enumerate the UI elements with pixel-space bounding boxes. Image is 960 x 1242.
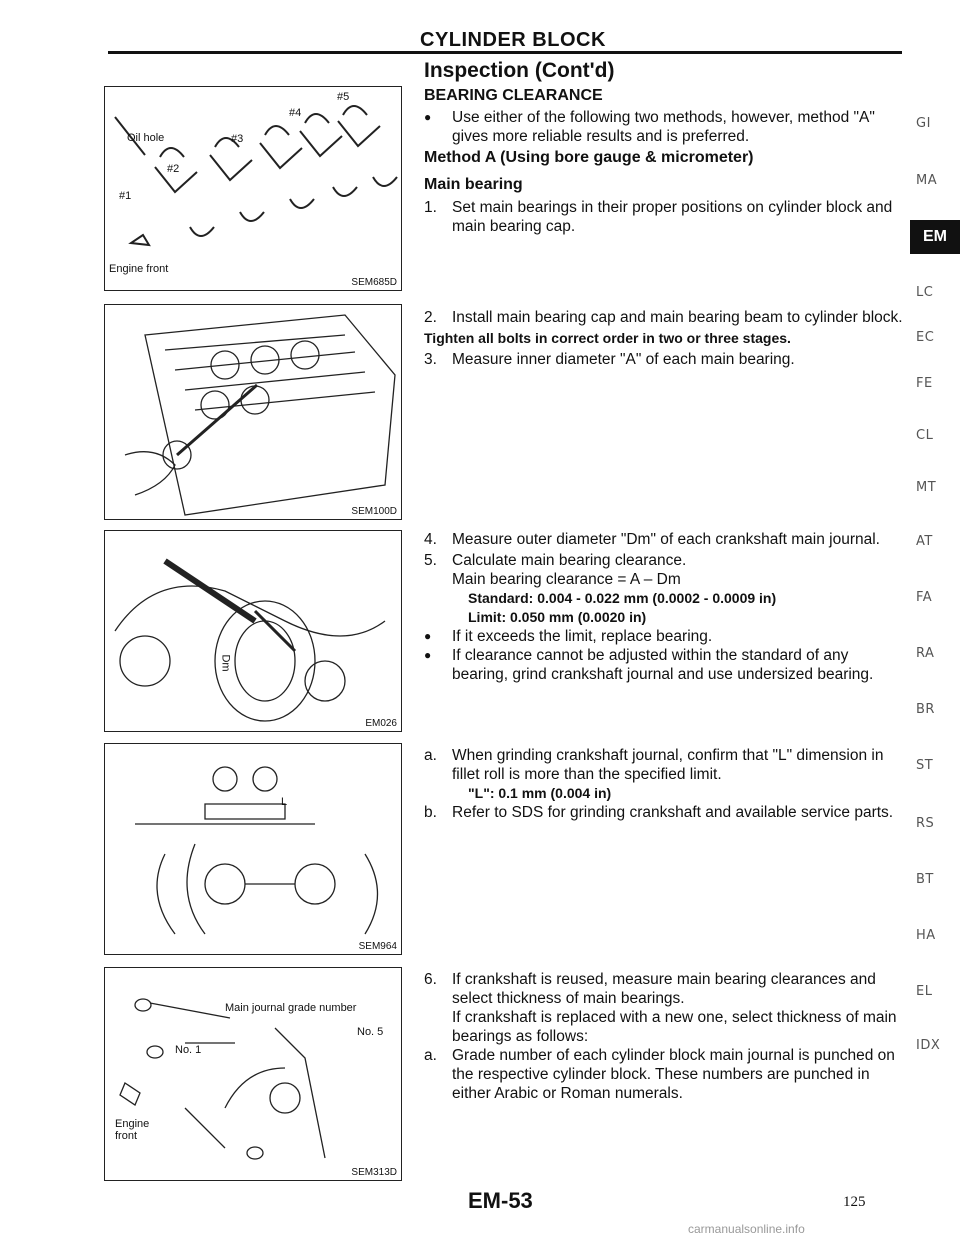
step-number: 2. [424,309,437,326]
side-tab-gi[interactable]: GI [916,116,931,131]
bullet-exceeds [424,627,904,646]
bore-gauge-drawing [105,305,401,519]
heading-bearing-clearance: BEARING CLEARANCE [424,87,603,104]
step-4 [424,530,904,549]
side-tab-em-active[interactable]: EM [910,220,960,254]
label-oil-hole: Oil hole [127,132,165,144]
footer-page-number: 125 [843,1194,866,1210]
step-5 [424,551,904,570]
step-text: Set main bearings in their proper positions on cylinder block and main bearing cap. [452,199,893,235]
text-block-2 [424,308,904,369]
side-tab-ec[interactable]: EC [916,330,935,345]
bullet-mark: ● [424,110,432,124]
side-tab-el[interactable]: EL [916,984,933,999]
step-letter: a. [424,1047,437,1064]
step-a-grinding [424,746,904,784]
step-text: Grade number of each cylinder block main journal is punched on the respective cylinder block. These numbers are punched in either Arabic or Roman numerals. [452,1047,895,1102]
label-dm: Dm [219,654,232,672]
watermark: carmanualsonline.info [688,1222,805,1236]
step-text: If crankshaft is reused, measure main bearing clearances and select thickness of main bearings. [452,971,876,1007]
footer-page-code: EM-53 [468,1188,533,1213]
figure-bore-gauge [104,304,402,520]
step-6-replace: If crankshaft is replaced with a new one, select thickness of main bearings as follows: [452,1009,897,1045]
figure-fillet-roll [104,743,402,955]
side-tab-fa[interactable]: FA [916,590,933,605]
header-rule [108,51,902,54]
step-1 [424,198,904,236]
step-6 [424,970,904,1008]
step-text: Refer to SDS for grinding crankshaft and available service parts. [452,804,894,821]
bullet-text: If clearance cannot be adjusted within the standard of any bearing, grind crankshaft journal and use undersized bearing. [452,647,874,683]
step-text: Measure inner diameter "A" of each main bearing. [452,351,795,368]
step-3 [424,350,904,369]
text-block-3 [424,530,904,684]
limit-spec: Limit: 0.050 mm (0.0020 in) [468,609,647,625]
figure-code: SEM964 [358,941,397,952]
side-tab-bt[interactable]: BT [916,872,934,887]
side-tab-ha[interactable]: HA [916,928,936,943]
figure-code: SEM100D [351,506,397,517]
bullet-text: If it exceeds the limit, replace bearing. [452,628,713,645]
step-number: 3. [424,351,437,368]
text-block-4 [424,746,904,822]
figure-bearing-positions [104,86,402,291]
bearing-positions-drawing [105,87,401,290]
figure-micrometer [104,530,402,732]
step-text: Calculate main bearing clearance. [452,552,687,569]
section-subtitle: Inspection (Cont'd) [424,59,615,82]
text-block-1 [424,86,904,236]
fillet-roll-drawing [105,744,401,954]
label-l: L [281,796,288,808]
bullet-cannot [424,646,904,684]
side-tab-br[interactable]: BR [916,702,935,717]
micrometer-drawing [105,531,401,731]
label-n4: #4 [289,107,302,119]
label-engine-front: Engine front [109,263,169,275]
label-engine-front: Engine front [115,1118,150,1142]
label-n5: #5 [337,91,350,103]
step-text: Install main bearing cap and main bearing beam to cylinder block. [452,309,903,326]
label-no1: No. 1 [175,1044,202,1056]
side-tab-idx[interactable]: IDX [916,1038,941,1053]
side-tab-ra[interactable]: RA [916,646,935,661]
l-spec: "L": 0.1 mm (0.004 in) [468,785,612,801]
side-tab-lc[interactable]: LC [916,285,934,300]
step-text: Measure outer diameter "Dm" of each crankshaft main journal. [452,531,880,548]
side-tab-cl[interactable]: CL [916,428,934,443]
text-block-5 [424,970,904,1103]
step-letter: a. [424,747,437,764]
step-number: 4. [424,531,437,548]
formula: Main bearing clearance = A – Dm [452,571,681,588]
standard-spec: Standard: 0.004 - 0.022 mm (0.0002 - 0.0009 in) [468,590,777,606]
bullet-text: Use either of the following two methods, however, method "A" gives more reliable results and is preferred. [452,109,875,145]
side-tab-at[interactable]: AT [916,534,933,549]
side-tab-ma[interactable]: MA [916,173,938,188]
bullet-mark: ● [424,629,432,643]
figure-journal-grade [104,967,402,1181]
label-n1: #1 [119,190,132,202]
bullet-mark: ● [424,648,432,662]
step-number: 5. [424,552,437,569]
step-a-grade [424,1046,904,1103]
step-b-refer [424,803,904,822]
page-header-title: CYLINDER BLOCK [420,29,606,51]
step-letter: b. [424,804,437,821]
heading-method-a: Method A (Using bore gauge & micrometer) [424,149,754,166]
step-2 [424,308,904,327]
journal-grade-drawing [105,968,401,1180]
step-text: When grinding crankshaft journal, confirm that "L" dimension in fillet roll is more than the specified limit. [452,747,884,783]
step-number: 6. [424,971,437,988]
side-tab-st[interactable]: ST [916,758,934,773]
figure-code: EM026 [365,718,397,729]
side-tab-fe[interactable]: FE [916,376,933,391]
label-main-journal-grade: Main journal grade number [225,1002,357,1014]
heading-main-bearing: Main bearing [424,176,523,193]
label-no5: No. 5 [357,1026,384,1038]
step-number: 1. [424,199,437,216]
label-n3: #3 [231,133,244,145]
side-tab-mt[interactable]: MT [916,480,937,495]
figure-code: SEM313D [351,1167,397,1178]
side-tab-rs[interactable]: RS [916,816,935,831]
bullet-use-either [424,108,904,146]
tighten-note: Tighten all bolts in correct order in two or three stages. [424,330,791,346]
label-n2: #2 [167,163,180,175]
figure-code: SEM685D [351,277,397,288]
